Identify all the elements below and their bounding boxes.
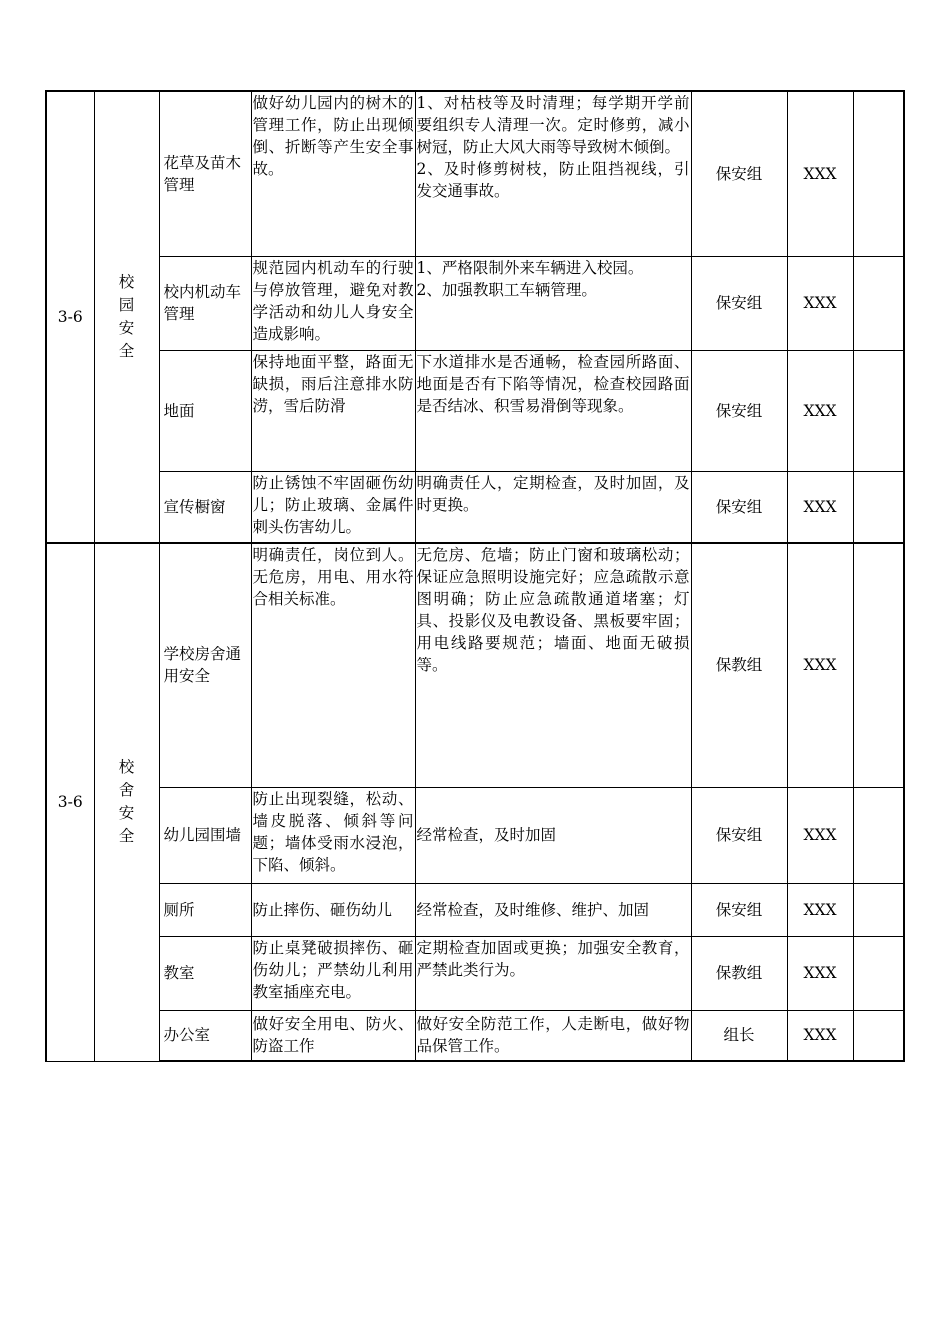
dept-cell: 保安组 <box>691 350 787 471</box>
person-cell: XXX <box>787 350 853 471</box>
note-cell <box>853 256 904 350</box>
safety-inspection-table <box>45 90 905 1062</box>
item-cell: 花草及苗木管理 <box>159 91 251 256</box>
person-cell: XXX <box>787 543 853 787</box>
table-row <box>46 543 904 787</box>
measure-cell: 经常检查，及时维修、维护、加固 <box>415 883 691 936</box>
category-cell <box>94 543 159 1061</box>
measure-cell: 定期检查加固或更换；加强安全教育，严禁此类行为。 <box>415 936 691 1010</box>
item-cell: 教室 <box>159 936 251 1010</box>
table-row <box>46 471 904 543</box>
measure-cell: 明确责任人，定期检查，及时加固，及时更换。 <box>415 471 691 543</box>
item-cell: 办公室 <box>159 1010 251 1061</box>
measure-cell: 1、严格限制外来车辆进入校园。 2、加强教职工车辆管理。 <box>415 256 691 350</box>
item-cell: 宣传橱窗 <box>159 471 251 543</box>
table-row <box>46 936 904 1010</box>
person-cell: XXX <box>787 936 853 1010</box>
person-cell: XXX <box>787 471 853 543</box>
requirement-cell: 防止出现裂缝，松动、墙皮脱落、倾斜等问题；墙体受雨水浸泡，下陷、倾斜。 <box>251 787 415 883</box>
category-cell <box>94 91 159 543</box>
dept-cell: 保安组 <box>691 91 787 256</box>
dept-cell: 保安组 <box>691 471 787 543</box>
requirement-cell: 做好幼儿园内的树木的管理工作，防止出现倾倒、折断等产生安全事故。 <box>251 91 415 256</box>
note-cell <box>853 1010 904 1061</box>
item-cell: 校内机动车管理 <box>159 256 251 350</box>
item-cell: 地面 <box>159 350 251 471</box>
person-cell: XXX <box>787 1010 853 1061</box>
measure-cell: 无危房、危墙；防止门窗和玻璃松动；保证应急照明设施完好；应急疏散示意图明确；防止应急疏散通道堵塞；灯具、投影仪及电教设备、黑板要牢固；用电线路要规范；墙面、地面无破损等。 <box>415 543 691 787</box>
person-cell: XXX <box>787 91 853 256</box>
dept-cell: 保安组 <box>691 883 787 936</box>
item-cell: 学校房舍通用安全 <box>159 543 251 787</box>
dept-cell: 保安组 <box>691 256 787 350</box>
item-cell: 厕所 <box>159 883 251 936</box>
measure-cell: 做好安全防范工作，人走断电，做好物品保管工作。 <box>415 1010 691 1061</box>
measure-cell: 经常检查，及时加固 <box>415 787 691 883</box>
dept-cell: 保教组 <box>691 936 787 1010</box>
category-label: 校舍安全 <box>118 758 135 846</box>
grade-range-cell: 3-6 <box>46 543 94 1061</box>
item-cell: 幼儿园围墙 <box>159 787 251 883</box>
table-row <box>46 350 904 471</box>
person-cell: XXX <box>787 787 853 883</box>
dept-cell: 保安组 <box>691 787 787 883</box>
dept-cell: 组长 <box>691 1010 787 1061</box>
person-cell: XXX <box>787 256 853 350</box>
table-row <box>46 91 904 256</box>
note-cell <box>853 91 904 256</box>
category-label: 校园安全 <box>118 273 135 360</box>
requirement-cell: 明确责任，岗位到人。无危房，用电、用水符合相关标准。 <box>251 543 415 787</box>
requirement-cell: 规范园内机动车的行驶与停放管理，避免对教学活动和幼儿人身安全造成影响。 <box>251 256 415 350</box>
note-cell <box>853 471 904 543</box>
requirement-cell: 防止桌凳破损摔伤、砸伤幼儿；严禁幼儿利用教室插座充电。 <box>251 936 415 1010</box>
requirement-cell: 做好安全用电、防火、防盗工作 <box>251 1010 415 1061</box>
measure-cell: 1、对枯枝等及时清理；每学期开学前要组织专人清理一次。定时修剪，减小树冠，防止大风大雨等导致树木倾倒。 2、及时修剪树枝，防止阻挡视线，引发交通事故。 <box>415 91 691 256</box>
grade-range-cell: 3-6 <box>46 91 94 543</box>
requirement-cell: 防止摔伤、砸伤幼儿 <box>251 883 415 936</box>
note-cell <box>853 543 904 787</box>
note-cell <box>853 350 904 471</box>
table-row <box>46 787 904 883</box>
requirement-cell: 保持地面平整，路面无缺损，雨后注意排水防涝，雪后防滑 <box>251 350 415 471</box>
person-cell: XXX <box>787 883 853 936</box>
dept-cell: 保教组 <box>691 543 787 787</box>
requirement-cell: 防止锈蚀不牢固砸伤幼儿；防止玻璃、金属件刺头伤害幼儿。 <box>251 471 415 543</box>
note-cell <box>853 883 904 936</box>
table-row <box>46 256 904 350</box>
table-row <box>46 1010 904 1061</box>
note-cell <box>853 787 904 883</box>
measure-cell: 下水道排水是否通畅，检查园所路面、地面是否有下陷等情况，检查校园路面是否结冰、积雪易滑倒等现象。 <box>415 350 691 471</box>
table-row <box>46 883 904 936</box>
note-cell <box>853 936 904 1010</box>
